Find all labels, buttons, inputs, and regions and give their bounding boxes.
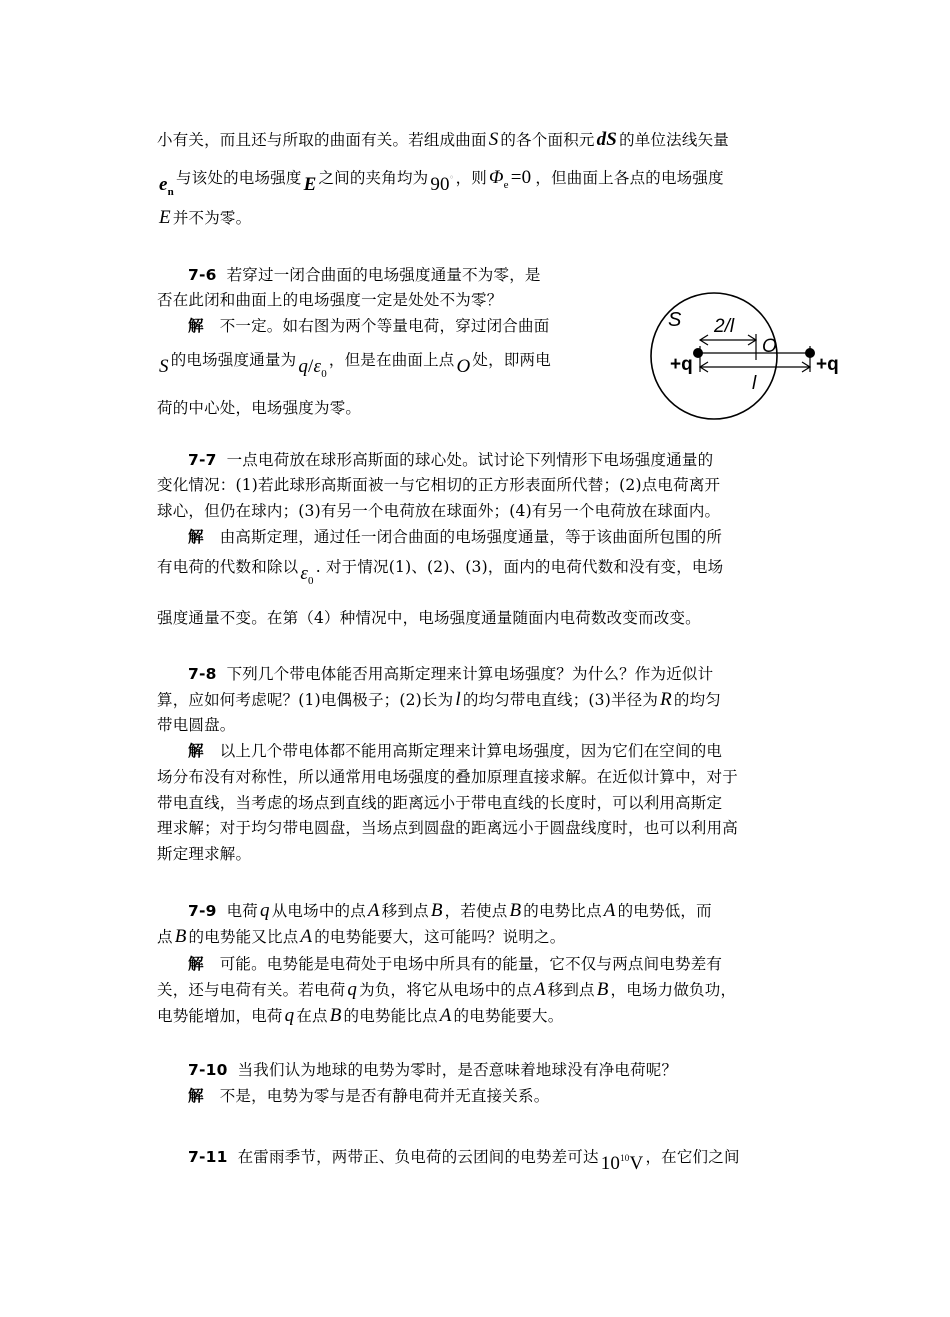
problem-7-7-answer-1: 解 由高斯定理，通过任一闭合曲面的电场强度通量，等于该曲面所包围的所	[188, 528, 723, 546]
math-S: S	[488, 129, 499, 150]
right-charge-dot	[805, 348, 815, 358]
distance-label-l: l	[752, 373, 757, 394]
problem-7-6-answer-2: S 的电场强度通量为 $q/\varepsilon_0$，但是在曲面上点 O 处，即两电	[159, 351, 551, 380]
math-10-pow-10-volts: $10^{10}V$	[600, 1153, 644, 1174]
math-phi-e: $\Phi_e =0$	[488, 167, 532, 191]
problem-7-8-question-3: 带电圆盘。	[157, 716, 236, 734]
problem-7-8-answer-4: 理求解；对于均匀带电圆盘，当场点到圆盘的距离远小于圆盘线度时，也可以利用高	[157, 819, 738, 837]
problem-7-6-question-1: 7-6 若穿过一闭合曲面的电场强度通量不为零，是	[188, 266, 541, 284]
intro-line-2: $e_n$与该处的电场强度 E 之间的夹角均为 90° ，则 $\Phi_e =0$ ，但曲面上各点的电场强度	[159, 167, 724, 198]
problem-7-10-answer: 解 不是，电势为零与是否有静电荷并无直接关系。	[188, 1087, 550, 1105]
solution-label: 解	[188, 528, 204, 546]
left-charge-dot	[693, 348, 703, 358]
solution-label: 解	[188, 1087, 204, 1105]
problem-7-7-question-3: 球心，但仍在球内；(3)有另一个电荷放在球面外；(4)有另一个电荷放在球面内。	[157, 502, 721, 520]
problem-number: 7-9	[188, 902, 217, 920]
problem-number: 7-8	[188, 665, 217, 683]
two-charges-figure	[630, 290, 850, 425]
problem-7-7-answer-2: 有电荷的代数和除以 $\varepsilon_0$. 对于情况(1)、(2)、(3)，面内的电荷代数和没有变，电场	[157, 558, 724, 587]
math-en: $e_n$	[159, 174, 174, 198]
problem-number: 7-7	[188, 451, 217, 469]
left-charge-label: +q	[670, 354, 693, 375]
problem-7-8-answer-3: 带电直线，当考虑的场点到直线的距离远小于带电直线的长度时，可以利用高斯定	[157, 794, 723, 812]
problem-7-6-answer-1: 解 不一定。如右图为两个等量电荷，穿过闭合曲面	[188, 317, 550, 335]
problem-7-7-answer-3: 强度通量不变。在第（4）种情况中，电场强度通量随面内电荷数改变而改变。	[157, 609, 701, 627]
problem-7-11-question: 7-11 在雷雨季节，两带正、负电荷的云团间的电势差可达 $10^{10}V$ ，在它们之间	[188, 1148, 740, 1174]
problem-7-7-question-2: 变化情况：(1)若此球形高斯面被一与它相切的正方形表面所代替；(2)点电荷离开	[157, 476, 721, 494]
center-point-label-O: O	[762, 336, 777, 357]
problem-7-8-answer-5: 斯定理求解。	[157, 845, 252, 863]
math-E: E	[303, 174, 317, 195]
problem-number: 7-11	[188, 1148, 228, 1166]
problem-7-9-answer-3: 电势能增加，电荷 q 在点 B 的电势能比点 A 的电势能要大。	[157, 1005, 564, 1026]
right-charge-label: +q	[816, 354, 839, 375]
solution-label: 解	[188, 955, 204, 973]
problem-7-10-question: 7-10 当我们认为地球的电势为零时，是否意味着地球没有净电荷呢？	[188, 1061, 678, 1079]
problem-7-9-question-2: 点 B 的电势能又比点 A 的电势能要大，这可能吗？说明之。	[157, 926, 566, 947]
solution-label: 解	[188, 317, 204, 335]
math-eps0: $\varepsilon_0$	[300, 563, 314, 587]
intro-line-1: 小有关，而且还与所取的曲面有关。若组成曲面 S 的各个面积元 dS 的单位法线矢量	[157, 129, 729, 150]
problem-7-6-answer-3: 荷的中心处，电场强度为零。	[157, 399, 362, 417]
solution-label: 解	[188, 742, 204, 760]
problem-7-7-question-1: 7-7 一点电荷放在球形高斯面的球心处。试讨论下列情形下电场强度通量的	[188, 451, 714, 469]
problem-7-8-answer-1: 解 以上几个带电体都不能用高斯定理来计算电场强度，因为它们在空间的电	[188, 742, 723, 760]
problem-number: 7-6	[188, 266, 217, 284]
math-q-over-eps0: $q/\varepsilon_0$	[298, 356, 327, 380]
problem-7-9-answer-1: 解 可能。电势能是电荷处于电场中所具有的能量，它不仅与两点间电势差有	[188, 955, 723, 973]
math-90-degrees: 90°	[430, 174, 454, 195]
problem-7-8-question-1: 7-8 下列几个带电体能否用高斯定理来计算电场强度？为什么？作为近似计	[188, 665, 714, 683]
surface-label-S: S	[668, 309, 682, 331]
math-dS: dS	[596, 129, 618, 150]
problem-number: 7-10	[188, 1061, 228, 1079]
problem-7-8-question-2: 算，应如何考虑呢？(1)电偶极子；(2)长为 l 的均匀带电直线；(3)半径为 R 的均匀	[157, 689, 721, 710]
problem-7-8-answer-2: 场分布没有对称性，所以通常用电场强度的叠加原理直接求解。在近似计算中，对于	[157, 768, 738, 786]
math-E-italic: E	[159, 207, 171, 228]
problem-7-9-answer-2: 关，还与电荷有关。若电荷 q 为负，将它从电场中的点 A 移到点 B ，电场力做负功，	[157, 979, 737, 1000]
problem-7-9-question-1: 7-9 电荷 q 从电场中的点 A 移到点 B ，若使点 B 的电势比点 A 的电势低，而	[188, 900, 712, 921]
intro-line-3: E 并不为零。	[159, 207, 252, 228]
problem-7-6-question-2: 否在此闭和曲面上的电场强度一定是处处不为零？	[157, 291, 503, 309]
half-distance-label: 2/l	[714, 316, 735, 337]
